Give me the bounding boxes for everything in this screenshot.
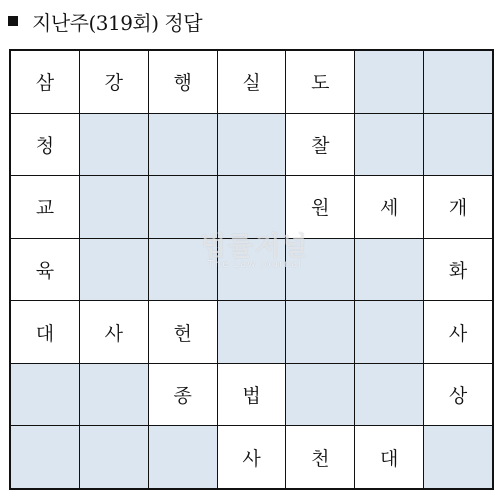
crossword-letter-cell: 실 bbox=[218, 51, 286, 113]
crossword-blank-cell bbox=[218, 176, 286, 238]
crossword-blank-cell bbox=[286, 364, 354, 426]
crossword-blank-cell bbox=[149, 114, 217, 176]
crossword-letter-cell: 대 bbox=[355, 426, 423, 488]
crossword-letter-cell: 종 bbox=[149, 364, 217, 426]
crossword-letter-cell: 세 bbox=[355, 176, 423, 238]
crossword-letter-cell: 개 bbox=[424, 176, 492, 238]
crossword-letter-cell: 천 bbox=[286, 426, 354, 488]
crossword-blank-cell bbox=[149, 426, 217, 488]
crossword-blank-cell bbox=[355, 239, 423, 301]
crossword-blank-cell bbox=[355, 364, 423, 426]
crossword-letter-cell: 화 bbox=[424, 239, 492, 301]
crossword-blank-cell bbox=[80, 426, 148, 488]
watermark-sub: The Law Journal bbox=[207, 259, 303, 270]
crossword-letter-cell: 사 bbox=[80, 301, 148, 363]
crossword-letter-cell: 원 bbox=[286, 176, 354, 238]
crossword-blank-cell bbox=[424, 51, 492, 113]
crossword-blank-cell bbox=[218, 114, 286, 176]
crossword-letter-cell: 강 bbox=[80, 51, 148, 113]
crossword-blank-cell bbox=[355, 301, 423, 363]
crossword-letter-cell: 법 bbox=[218, 364, 286, 426]
crossword-answer-grid bbox=[9, 49, 494, 490]
crossword-blank-cell bbox=[80, 239, 148, 301]
crossword-letter-cell: 청 bbox=[11, 114, 79, 176]
watermark-main: 법률저널 bbox=[200, 232, 310, 262]
crossword-blank-cell bbox=[80, 364, 148, 426]
crossword-blank-cell bbox=[149, 239, 217, 301]
crossword-blank-cell bbox=[424, 114, 492, 176]
crossword-blank-cell bbox=[11, 364, 79, 426]
crossword-letter-cell: 사 bbox=[218, 426, 286, 488]
crossword-blank-cell bbox=[355, 114, 423, 176]
page-title bbox=[8, 7, 202, 35]
crossword-letter-cell: 사 bbox=[424, 301, 492, 363]
crossword-blank-cell bbox=[218, 301, 286, 363]
crossword-blank-cell bbox=[80, 176, 148, 238]
crossword-letter-cell: 교 bbox=[11, 176, 79, 238]
crossword-letter-cell: 행 bbox=[149, 51, 217, 113]
square-bullet-icon bbox=[8, 16, 18, 26]
crossword-blank-cell bbox=[218, 239, 286, 301]
crossword-blank-cell bbox=[286, 301, 354, 363]
crossword-letter-cell: 찰 bbox=[286, 114, 354, 176]
crossword-letter-cell: 도 bbox=[286, 51, 354, 113]
crossword-blank-cell bbox=[286, 239, 354, 301]
crossword-letter-cell: 육 bbox=[11, 239, 79, 301]
crossword-letter-cell: 삼 bbox=[11, 51, 79, 113]
crossword-blank-cell bbox=[149, 176, 217, 238]
crossword-letter-cell: 대 bbox=[11, 301, 79, 363]
crossword-blank-cell bbox=[424, 426, 492, 488]
crossword-blank-cell bbox=[80, 114, 148, 176]
crossword-letter-cell: 상 bbox=[424, 364, 492, 426]
crossword-letter-cell: 헌 bbox=[149, 301, 217, 363]
crossword-blank-cell bbox=[11, 426, 79, 488]
title-text: 지난주(319회) 정답 bbox=[32, 10, 203, 35]
crossword-blank-cell bbox=[355, 51, 423, 113]
